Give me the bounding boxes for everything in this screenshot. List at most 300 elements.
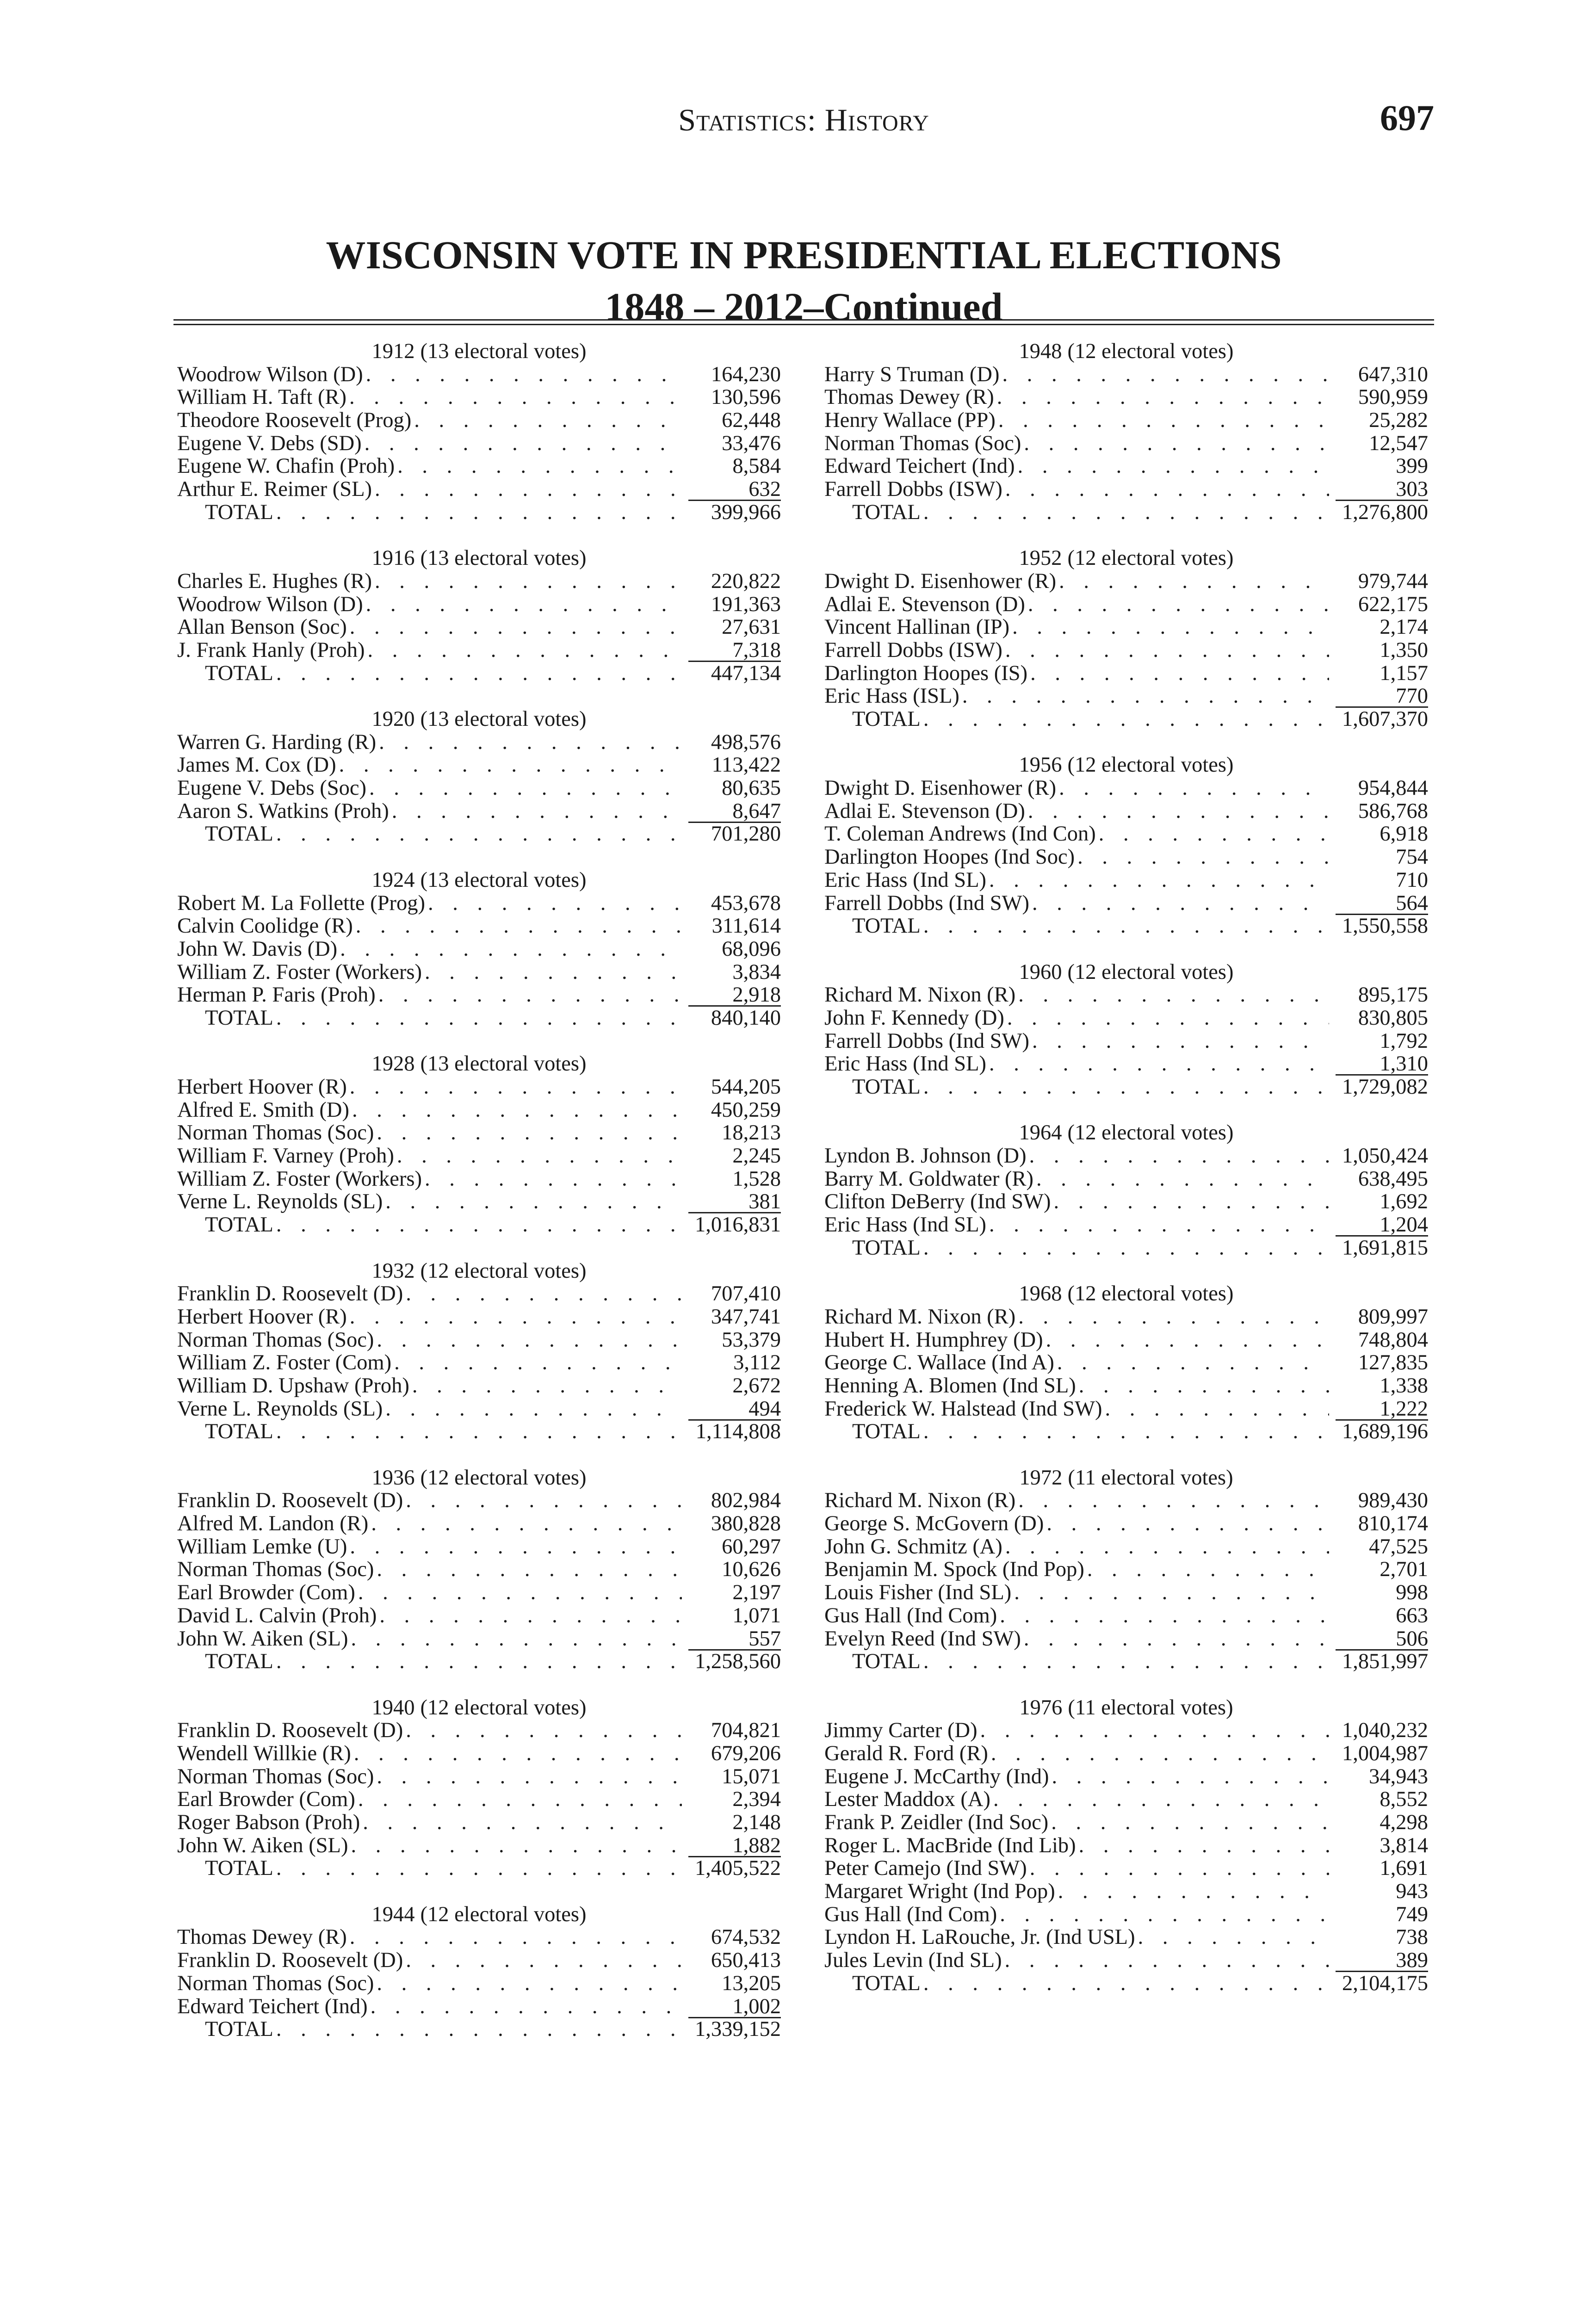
candidate-votes: 1,157 xyxy=(1379,661,1428,685)
candidate-row xyxy=(824,1329,1428,1352)
total-row xyxy=(177,662,781,685)
total-label: TOTAL xyxy=(852,707,921,731)
election-1948 xyxy=(824,340,1428,524)
dot-leader xyxy=(368,639,682,662)
candidate-votes: 663 xyxy=(1396,1603,1428,1627)
total-votes: 2,104,175 xyxy=(1342,1971,1428,1995)
candidate-name: Herbert Hoover (R) xyxy=(177,1075,347,1099)
candidate-name: Earl Browder (Com) xyxy=(177,1581,355,1605)
candidate-row xyxy=(824,777,1428,800)
candidate-votes: 1,692 xyxy=(1379,1190,1428,1214)
candidate-row xyxy=(824,616,1428,639)
candidate-votes: 544,205 xyxy=(711,1075,781,1099)
election-heading xyxy=(177,1052,781,1076)
electoral-votes: (12 electoral votes) xyxy=(1067,1282,1234,1306)
candidate-votes: 399 xyxy=(1396,454,1428,478)
candidate-name: Eugene V. Debs (Soc) xyxy=(177,776,366,800)
candidate-votes: 647,310 xyxy=(1358,362,1428,386)
dot-leader xyxy=(1028,593,1329,616)
candidate-name: Eugene J. McCarthy (Ind) xyxy=(824,1764,1049,1788)
dot-leader xyxy=(371,1512,682,1535)
dot-leader xyxy=(377,1329,682,1352)
total-row xyxy=(177,501,781,524)
candidate-row xyxy=(177,1398,781,1421)
candidate-name: Norman Thomas (Soc) xyxy=(177,1764,374,1788)
dot-leader xyxy=(1018,1489,1329,1512)
candidate-row xyxy=(177,1765,781,1788)
candidate-name: Margaret Wright (Ind Pop) xyxy=(824,1880,1055,1904)
election-year: 1976 xyxy=(1019,1695,1063,1719)
dot-leader xyxy=(989,1213,1329,1237)
dot-leader xyxy=(276,1650,682,1673)
dot-leader xyxy=(356,915,682,938)
candidate-row xyxy=(824,363,1428,386)
electoral-votes: (12 electoral votes) xyxy=(1067,960,1234,984)
election-year: 1956 xyxy=(1019,753,1062,777)
electoral-votes: (12 electoral votes) xyxy=(420,1259,587,1283)
candidate-name: Theodore Roosevelt (Prog) xyxy=(177,408,412,433)
candidate-votes: 113,422 xyxy=(711,753,781,777)
dot-leader xyxy=(276,1213,682,1237)
dot-leader xyxy=(1053,1190,1329,1213)
candidate-name: Farrell Dobbs (Ind SW) xyxy=(824,891,1029,915)
running-head xyxy=(173,93,1434,148)
dot-leader xyxy=(923,1972,1329,1995)
candidate-row xyxy=(177,983,781,1007)
candidate-row xyxy=(824,1052,1428,1076)
candidate-votes: 8,584 xyxy=(732,454,781,478)
candidate-row xyxy=(177,731,781,754)
dot-leader xyxy=(1007,1007,1329,1030)
total-votes: 1,016,831 xyxy=(695,1213,781,1237)
electoral-votes: (12 electoral votes) xyxy=(420,1902,587,1926)
dot-leader xyxy=(923,1420,1329,1443)
candidate-name: Evelyn Reed (Ind SW) xyxy=(824,1627,1021,1651)
dot-leader xyxy=(350,1926,682,1949)
dot-leader xyxy=(1000,1604,1329,1627)
total-label: TOTAL xyxy=(205,1420,273,1444)
candidate-votes: 453,678 xyxy=(711,891,781,915)
candidate-row xyxy=(824,1880,1428,1903)
dot-leader xyxy=(375,570,682,593)
candidate-row xyxy=(177,1121,781,1144)
candidate-name: Franklin D. Roosevelt (D) xyxy=(177,1489,403,1513)
candidate-votes: 2,394 xyxy=(732,1787,781,1812)
dot-leader xyxy=(993,1788,1329,1811)
candidate-row xyxy=(824,1811,1428,1834)
total-label: TOTAL xyxy=(205,822,273,846)
dot-leader xyxy=(377,1121,682,1144)
dot-leader xyxy=(385,1190,682,1213)
candidate-votes: 2,245 xyxy=(732,1144,781,1168)
election-1924 xyxy=(177,869,781,1030)
dot-leader xyxy=(1018,983,1329,1007)
election-1932 xyxy=(177,1260,781,1444)
dot-leader xyxy=(350,1305,682,1329)
candidate-row xyxy=(177,1351,781,1374)
dot-leader xyxy=(923,1237,1329,1260)
candidate-votes: 1,040,232 xyxy=(1342,1719,1428,1743)
candidate-row xyxy=(177,1926,781,1949)
dot-leader xyxy=(1032,892,1329,915)
candidate-name: George C. Wallace (Ind A) xyxy=(824,1351,1054,1375)
candidate-name: John F. Kennedy (D) xyxy=(824,1006,1004,1030)
dot-leader xyxy=(1005,1535,1329,1558)
candidate-name: Henry Wallace (PP) xyxy=(824,408,996,433)
candidate-name: William Z. Foster (Workers) xyxy=(177,960,422,984)
candidate-name: Edward Teichert (Ind) xyxy=(824,454,1015,478)
dot-leader xyxy=(1014,1581,1329,1604)
candidate-votes: 62,448 xyxy=(722,408,781,433)
dot-leader xyxy=(379,1604,682,1627)
electoral-votes: (11 electoral votes) xyxy=(1068,1695,1233,1719)
total-row xyxy=(177,1420,781,1443)
candidate-row xyxy=(824,685,1428,708)
candidate-name: Aaron S. Watkins (Proh) xyxy=(177,799,389,823)
dot-leader xyxy=(991,1742,1329,1765)
dot-leader xyxy=(1012,616,1329,639)
election-1928 xyxy=(177,1052,781,1237)
candidate-name: Thomas Dewey (R) xyxy=(177,1925,347,1949)
election-year: 1936 xyxy=(371,1466,415,1490)
election-1960 xyxy=(824,961,1428,1099)
election-1936 xyxy=(177,1466,781,1673)
election-heading xyxy=(177,1903,781,1926)
candidate-name: Woodrow Wilson (D) xyxy=(177,592,363,616)
candidate-votes: 809,997 xyxy=(1358,1305,1428,1329)
dot-leader xyxy=(1024,432,1329,455)
candidate-name: Alfred M. Landon (R) xyxy=(177,1512,369,1536)
candidate-row xyxy=(177,1995,781,2018)
dot-leader xyxy=(339,754,682,777)
election-year: 1912 xyxy=(371,340,415,363)
total-label: TOTAL xyxy=(852,1650,921,1674)
dot-leader xyxy=(397,455,682,478)
candidate-votes: 998 xyxy=(1396,1581,1428,1605)
candidate-row xyxy=(824,1512,1428,1535)
election-1944 xyxy=(177,1903,781,2041)
candidate-votes: 1,002 xyxy=(688,1997,781,2018)
candidate-row xyxy=(824,432,1428,455)
candidate-name: Edward Teichert (Ind) xyxy=(177,1994,368,2018)
total-label: TOTAL xyxy=(852,500,921,524)
candidate-row xyxy=(824,1213,1428,1237)
candidate-votes: 1,338 xyxy=(1379,1373,1428,1398)
candidate-row xyxy=(824,1190,1428,1213)
election-year: 1928 xyxy=(371,1052,415,1076)
candidate-name: Woodrow Wilson (D) xyxy=(177,362,363,386)
dot-leader xyxy=(1030,662,1329,685)
dot-leader xyxy=(276,662,682,685)
total-row xyxy=(824,1076,1428,1099)
candidate-votes: 2,701 xyxy=(1379,1558,1428,1582)
election-1912 xyxy=(177,340,781,524)
candidate-name: Wendell Willkie (R) xyxy=(177,1741,351,1765)
candidate-row xyxy=(177,1834,781,1857)
candidate-row xyxy=(824,639,1428,662)
election-1956 xyxy=(824,754,1428,938)
candidate-name: Calvin Coolidge (R) xyxy=(177,914,353,938)
dot-leader xyxy=(385,1398,682,1421)
candidate-votes: 127,835 xyxy=(1358,1351,1428,1375)
total-votes: 840,140 xyxy=(711,1006,781,1030)
candidate-row xyxy=(177,938,781,961)
total-votes: 1,607,370 xyxy=(1342,707,1428,731)
candidate-row xyxy=(824,1765,1428,1788)
candidate-name: Darlington Hoopes (Ind Soc) xyxy=(824,845,1075,869)
candidate-name: J. Frank Hanly (Proh) xyxy=(177,638,365,662)
candidate-votes: 450,259 xyxy=(711,1098,781,1122)
candidate-name: Frank P. Zeidler (Ind Soc) xyxy=(824,1811,1049,1834)
dot-leader xyxy=(377,1765,682,1788)
dot-leader xyxy=(1105,1398,1329,1421)
candidate-votes: 10,626 xyxy=(722,1558,781,1582)
dot-leader xyxy=(1036,1168,1329,1191)
dot-leader xyxy=(1046,1329,1329,1352)
candidate-votes: 347,741 xyxy=(711,1305,781,1329)
candidate-name: Franklin D. Roosevelt (D) xyxy=(177,1719,403,1743)
candidate-name: Frederick W. Halstead (Ind SW) xyxy=(824,1397,1102,1421)
candidate-votes: 1,071 xyxy=(732,1603,781,1627)
candidate-name: John W. Aiken (SL) xyxy=(177,1833,348,1857)
candidate-row xyxy=(824,1949,1428,1972)
candidate-votes: 754 xyxy=(1396,845,1428,869)
candidate-row xyxy=(177,1972,781,1995)
total-row xyxy=(824,1237,1428,1260)
candidate-name: Harry S Truman (D) xyxy=(824,362,1000,386)
candidate-votes: 1,882 xyxy=(688,1836,781,1857)
candidate-row xyxy=(177,478,781,501)
dot-leader xyxy=(1052,1765,1329,1788)
total-votes: 1,339,152 xyxy=(695,2017,781,2041)
candidate-row xyxy=(824,1374,1428,1398)
candidate-row xyxy=(824,1834,1428,1857)
candidate-votes: 8,552 xyxy=(1379,1787,1428,1812)
candidate-row xyxy=(824,869,1428,892)
total-row xyxy=(824,915,1428,938)
candidate-votes: 2,197 xyxy=(732,1581,781,1605)
dot-leader xyxy=(350,616,682,639)
candidate-row xyxy=(824,386,1428,409)
candidate-name: Lyndon H. LaRouche, Jr. (Ind USL) xyxy=(824,1925,1135,1949)
candidate-name: Eric Hass (ISL) xyxy=(824,684,959,708)
total-row xyxy=(177,1213,781,1237)
candidate-name: Farrell Dobbs (ISW) xyxy=(824,638,1002,662)
dot-leader xyxy=(1018,455,1329,478)
dot-leader xyxy=(352,1099,682,1122)
candidate-row xyxy=(177,593,781,616)
candidate-name: Robert M. La Follette (Prog) xyxy=(177,891,425,915)
candidate-votes: 47,525 xyxy=(1369,1534,1428,1558)
candidate-row xyxy=(177,1512,781,1535)
candidate-row xyxy=(177,1558,781,1581)
dot-leader xyxy=(363,1811,682,1834)
election-heading xyxy=(824,1696,1428,1719)
dot-leader xyxy=(1051,1811,1329,1834)
candidate-name: Richard M. Nixon (R) xyxy=(824,983,1016,1007)
total-row xyxy=(824,1650,1428,1673)
election-1916 xyxy=(177,547,781,685)
dot-leader xyxy=(1046,1512,1329,1535)
electoral-votes: (12 electoral votes) xyxy=(1067,1121,1234,1145)
election-year: 1944 xyxy=(371,1902,415,1926)
candidate-row xyxy=(824,1581,1428,1604)
election-heading xyxy=(177,1696,781,1719)
candidate-votes: 53,379 xyxy=(722,1328,781,1352)
candidate-name: Adlai E. Stevenson (D) xyxy=(824,799,1025,823)
dot-leader xyxy=(1005,639,1329,662)
candidate-row xyxy=(177,1627,781,1651)
election-heading xyxy=(824,1282,1428,1305)
dot-leader xyxy=(351,1834,682,1857)
dot-leader xyxy=(1087,1558,1329,1581)
candidate-name: Henning A. Blomen (Ind SL) xyxy=(824,1373,1076,1398)
candidate-row xyxy=(177,1489,781,1512)
candidate-row xyxy=(177,1144,781,1168)
candidate-row xyxy=(177,892,781,915)
total-row xyxy=(177,2018,781,2041)
election-year: 1964 xyxy=(1019,1121,1062,1145)
dot-leader xyxy=(350,1076,682,1099)
total-votes: 1,114,808 xyxy=(695,1420,781,1444)
candidate-votes: 34,943 xyxy=(1369,1764,1428,1788)
candidate-votes: 895,175 xyxy=(1358,983,1428,1007)
candidate-row xyxy=(177,800,781,823)
election-heading xyxy=(177,340,781,363)
dot-leader xyxy=(365,432,682,455)
election-heading xyxy=(824,961,1428,984)
dot-leader xyxy=(276,1420,682,1443)
candidate-votes: 1,204 xyxy=(1336,1215,1428,1237)
candidate-name: Eugene V. Debs (SD) xyxy=(177,431,362,455)
candidate-row xyxy=(824,1719,1428,1742)
dot-leader xyxy=(406,1489,682,1512)
election-year: 1932 xyxy=(371,1259,415,1283)
candidate-name: William Lemke (U) xyxy=(177,1534,347,1558)
candidate-name: Peter Camejo (Ind SW) xyxy=(824,1856,1027,1880)
candidate-row xyxy=(177,639,781,662)
dot-leader xyxy=(366,593,682,616)
candidate-name: Hubert H. Humphrey (D) xyxy=(824,1328,1043,1352)
candidate-name: David L. Calvin (Proh) xyxy=(177,1603,377,1627)
candidate-name: Eric Hass (Ind SL) xyxy=(824,1213,986,1237)
candidate-name: Norman Thomas (Soc) xyxy=(177,1121,374,1145)
candidate-row xyxy=(824,983,1428,1007)
total-row xyxy=(824,1972,1428,1995)
total-row xyxy=(824,501,1428,524)
candidate-votes: 80,635 xyxy=(722,776,781,800)
candidate-row xyxy=(177,386,781,409)
candidate-votes: 1,691 xyxy=(1379,1856,1428,1880)
dot-leader xyxy=(377,1972,682,1995)
total-votes: 1,689,196 xyxy=(1342,1420,1428,1444)
candidate-name: Eugene W. Chafin (Proh) xyxy=(177,454,395,478)
election-heading xyxy=(824,754,1428,777)
dot-leader xyxy=(369,777,682,800)
electoral-votes: (12 electoral votes) xyxy=(1067,340,1234,363)
candidate-votes: 632 xyxy=(688,479,781,501)
candidate-row xyxy=(177,409,781,432)
candidate-row xyxy=(177,1099,781,1122)
dot-leader xyxy=(1024,1627,1329,1651)
candidate-name: Franklin D. Roosevelt (D) xyxy=(177,1948,403,1973)
candidate-row xyxy=(177,1811,781,1834)
election-heading xyxy=(824,340,1428,363)
dot-leader xyxy=(1005,478,1329,501)
total-label: TOTAL xyxy=(852,1420,921,1444)
candidate-name: Adlai E. Stevenson (D) xyxy=(824,592,1025,616)
dot-leader xyxy=(923,915,1329,938)
candidate-name: Jimmy Carter (D) xyxy=(824,1719,977,1743)
candidate-votes: 749 xyxy=(1396,1902,1428,1926)
total-label: TOTAL xyxy=(205,1006,273,1030)
total-votes: 399,966 xyxy=(711,500,781,524)
candidate-votes: 389 xyxy=(1336,1950,1428,1972)
dot-leader xyxy=(1000,1903,1329,1926)
total-row xyxy=(177,1857,781,1880)
dot-leader xyxy=(989,869,1329,892)
electoral-votes: (12 electoral votes) xyxy=(420,1695,587,1719)
candidate-row xyxy=(177,1949,781,1972)
dot-leader xyxy=(394,1351,682,1374)
dot-leader xyxy=(1059,570,1329,593)
candidate-row xyxy=(824,1857,1428,1880)
candidate-votes: 220,822 xyxy=(711,569,781,593)
candidate-row xyxy=(177,961,781,984)
candidate-row xyxy=(177,1788,781,1811)
dot-leader xyxy=(375,478,682,501)
election-heading xyxy=(177,708,781,731)
candidate-name: John W. Davis (D) xyxy=(177,937,338,961)
left-column xyxy=(177,340,781,2064)
candidate-row xyxy=(824,1305,1428,1329)
election-heading xyxy=(824,547,1428,570)
dot-leader xyxy=(1032,1030,1329,1053)
dot-leader xyxy=(371,1995,682,2018)
total-votes: 1,405,522 xyxy=(695,1856,781,1880)
candidate-name: Eric Hass (Ind SL) xyxy=(824,868,986,892)
candidate-row xyxy=(177,1742,781,1765)
total-label: TOTAL xyxy=(205,1650,273,1674)
candidate-votes: 979,744 xyxy=(1358,569,1428,593)
dot-leader xyxy=(1099,823,1329,846)
dot-leader xyxy=(406,1282,682,1305)
total-votes: 1,729,082 xyxy=(1342,1075,1428,1099)
candidate-votes: 557 xyxy=(688,1629,781,1651)
candidate-votes: 2,148 xyxy=(732,1811,781,1834)
dot-leader xyxy=(276,501,682,524)
candidate-row xyxy=(824,1351,1428,1374)
candidate-votes: 2,672 xyxy=(732,1373,781,1398)
candidate-votes: 6,918 xyxy=(1379,822,1428,846)
candidate-name: Richard M. Nixon (R) xyxy=(824,1489,1016,1513)
candidate-votes: 27,631 xyxy=(722,615,781,639)
candidate-votes: 303 xyxy=(1336,479,1428,501)
election-heading xyxy=(824,1466,1428,1490)
dot-leader xyxy=(378,983,682,1007)
candidate-name: Gus Hall (Ind Com) xyxy=(824,1603,997,1627)
dot-leader xyxy=(1059,777,1329,800)
dot-leader xyxy=(406,1949,682,1972)
candidate-name: John W. Aiken (SL) xyxy=(177,1627,348,1651)
candidate-votes: 1,050,424 xyxy=(1342,1144,1428,1168)
dot-leader xyxy=(1057,1351,1329,1374)
candidate-row xyxy=(177,1604,781,1627)
candidate-row xyxy=(177,1535,781,1558)
candidate-votes: 18,213 xyxy=(722,1121,781,1145)
candidate-votes: 12,547 xyxy=(1369,431,1428,455)
dot-leader xyxy=(1005,1949,1329,1972)
